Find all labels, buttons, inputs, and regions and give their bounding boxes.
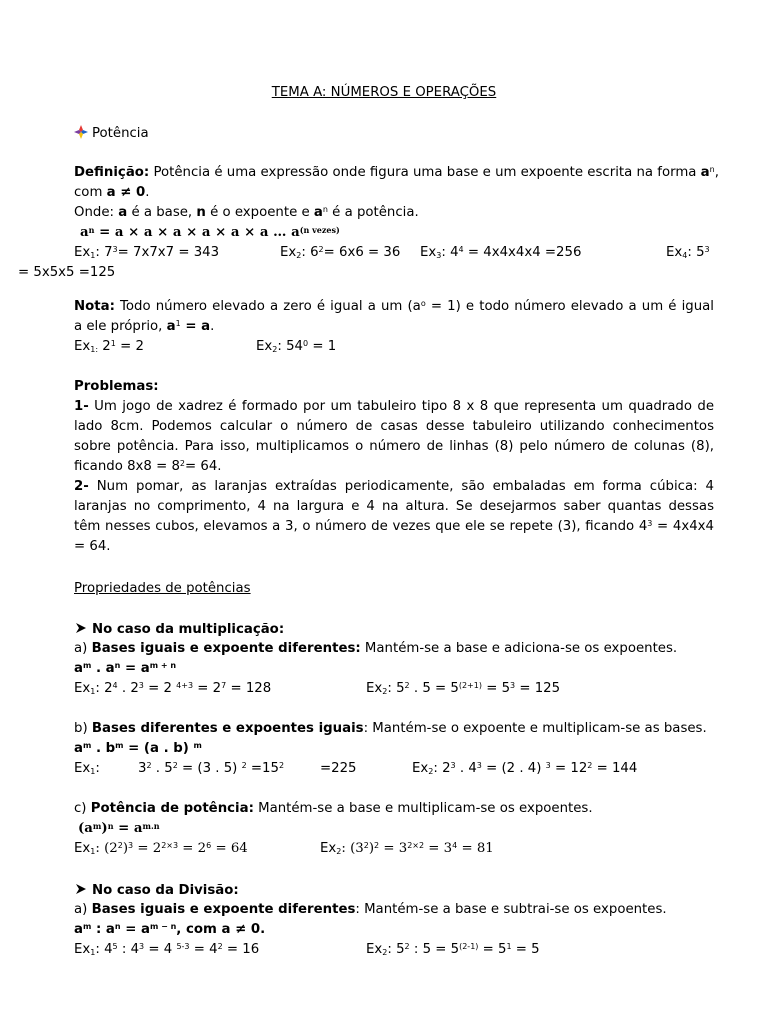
problemas-label: Problemas: (74, 379, 159, 394)
ex-exp: 1 (110, 339, 116, 348)
prop-c-text: Mantém-se a base e multiplicam-se os expoentes. (253, 801, 593, 816)
prop-d-rule (74, 920, 265, 940)
prop-a-examples (74, 679, 714, 699)
rule-exp: m − n (149, 922, 177, 931)
prop-d-text: : Mantém-se a base e subtrai-se os expoentes. (355, 902, 667, 917)
ex-exp: 4 (452, 841, 458, 850)
prop-d-prefix: a) (74, 902, 92, 917)
ex-rest: = 4x4x4x4 =256 (463, 245, 582, 260)
onde-line (74, 203, 419, 223)
prop-c-example-1 (74, 839, 248, 859)
onde-prefix: Onde: (74, 205, 119, 220)
ex-text: = (2 . 4) (481, 761, 546, 776)
ex-exp: 4 (112, 681, 118, 690)
ex-exp: (2-1) (459, 942, 479, 951)
ex-text: . 4 (455, 761, 477, 776)
prop-a-prefix: a) (74, 641, 92, 656)
rule-part: ) (101, 821, 108, 836)
rule-part: (a (78, 821, 93, 836)
onde-base: é a base, (127, 205, 197, 220)
prop-b-rule (74, 739, 202, 759)
problem-1-line-4 (74, 457, 222, 477)
problem-2-line-1 (74, 477, 714, 497)
ex-exp: 2 (117, 841, 123, 850)
prop-a-example-1 (74, 679, 271, 699)
ex-text: = 64 (211, 841, 248, 856)
ex-text: = 2 (133, 841, 162, 856)
formula-lhs: a (80, 225, 89, 240)
definicao-condition: a ≠ 0 (106, 185, 146, 200)
ex-exp: 2 (241, 761, 247, 770)
ex-sub: 1 (90, 767, 96, 776)
problem-2-line-2: laranjas no comprimento, 4 na largura e 4 na altura. Se desejarmos saber quantas dessas (74, 499, 714, 514)
ex-text: ) (122, 841, 129, 856)
ex-exp: 5-3 (176, 942, 190, 951)
prop-b-bold: Bases diferentes e expoentes iguais (91, 721, 364, 736)
potencia-heading: Potência (92, 126, 149, 141)
page-title: TEMA A: NÚMEROS E OPERAÇÕES (271, 85, 497, 100)
ex-exp: 2 (363, 841, 369, 850)
nota-line2-end: . (210, 319, 215, 334)
rule-part: . b (91, 741, 116, 756)
ex-text: : 2 (433, 761, 451, 776)
multiplicacao-heading: No caso da multiplicação: (92, 622, 285, 637)
ex-text: = 3 (424, 841, 453, 856)
prop-b-example-1-result: =225 (320, 761, 357, 776)
ex-text: 3 (138, 761, 147, 776)
ex-text: = 144 (592, 761, 638, 776)
ex-text: = 3 (379, 841, 408, 856)
prop-d-line (74, 900, 667, 920)
form-comma: , (714, 165, 719, 180)
rule-exp: m (82, 741, 92, 750)
ex-text: : (95, 761, 100, 776)
rule-part: = a (113, 821, 143, 836)
prop-c-rule (78, 819, 160, 839)
prop-a-line (74, 639, 677, 659)
problem-1-line-3: sobre potência. Para isso, multiplicamos o número de linhas (8) pelo número de colunas (8), (74, 439, 714, 454)
ex-exp: 2×3 (161, 841, 179, 850)
prop-b-example-1 (138, 759, 284, 779)
prop-c-bold: Potência de potência: (90, 801, 254, 816)
ex-rest: = 6x6 = 36 (323, 245, 401, 260)
ex-text: : 7 (95, 245, 113, 260)
ex-exp: 2×2 (407, 841, 425, 850)
onde-potencia: é a potência. (327, 205, 419, 220)
multiplicacao-heading-line (74, 619, 284, 639)
ex-text: . 5 (151, 761, 173, 776)
formula-rhs-exp: (n vezes) (299, 225, 340, 235)
ex-text: : 5 (387, 681, 405, 696)
example-1 (74, 243, 219, 263)
definicao-com: com (74, 185, 107, 200)
ex-sub: 2 (296, 251, 302, 260)
rule-exp: n (107, 821, 114, 831)
rule-part: = a (120, 661, 150, 676)
nota-text-2: = 1) e todo número elevado a um é igual (425, 299, 714, 314)
ex-text: : 4 (441, 245, 459, 260)
rule-exp: m (115, 741, 124, 750)
form-exp: n (709, 165, 715, 174)
problem-1-text: Um jogo de xadrez é formado por um tabuleiro tipo 8 x 8 que representa um quadrado de (88, 399, 714, 414)
definicao-label: Definição: (74, 165, 150, 180)
onde-an-exp: n (322, 205, 328, 214)
rule-exp: m (193, 741, 202, 750)
ex-label: Ex (420, 245, 437, 260)
ex-sub: 2 (272, 345, 278, 354)
nota-examples (74, 337, 714, 357)
prop-b-example-1-label (74, 759, 100, 779)
problem-2-line3-a: têm nesses cubos, elevamos a 3, o número de vezes que ele se repete (3), ficando 4 (74, 519, 648, 534)
prop-d-bold: Bases iguais e expoente diferentes (91, 902, 356, 917)
ex-rest: = 2 (115, 339, 144, 354)
ex-text: : 2 (95, 681, 113, 696)
ex-exp: 7 (221, 681, 227, 690)
onde-an: a (313, 205, 323, 220)
ex-text: : (3 (341, 841, 364, 856)
ex-label: Ex (320, 841, 337, 856)
ex-exp: 2 (404, 942, 410, 951)
definicao-period: . (145, 185, 150, 200)
nota-exp: o (420, 299, 426, 308)
ex-sub: 2 (382, 687, 388, 696)
nota-line-1 (74, 297, 714, 317)
ex-label: Ex (74, 681, 91, 696)
ex-text: . 2 (117, 681, 139, 696)
divisao-heading-line (74, 880, 239, 900)
problem-2-line-4: = 64. (74, 539, 111, 554)
problemas-heading (74, 377, 159, 397)
formula-rhs: = a × a × a × a × a × a … a (94, 225, 300, 240)
prop-b-text: : Mantém-se o expoente e multiplicam-se as bases. (363, 721, 707, 736)
problem-1-end-a: ficando 8x8 = 8 (74, 459, 180, 474)
ex-exp: (2+1) (458, 681, 482, 690)
divisao-heading: No caso da Divisão: (92, 883, 239, 898)
ex-text: : 5 (387, 942, 405, 957)
ex-label: Ex (366, 681, 383, 696)
ex-sub: 2 (382, 948, 388, 957)
problem-1-exp: 2 (179, 459, 186, 468)
prop-c-line (74, 799, 593, 819)
ex-text: = 81 (457, 841, 494, 856)
ex-sub: 1 (90, 687, 96, 696)
rule-exp: m (92, 821, 102, 831)
rule-part: = a (120, 922, 150, 937)
problem-2-line3-b: = 4x4x4 (652, 519, 714, 534)
nota-line2-text: a ele próprio, (74, 319, 167, 334)
ex-text: = 12 (550, 761, 588, 776)
prop-c-example-2 (320, 839, 494, 859)
definicao-text: Potência é uma expressão onde figura uma base e um expoente escrita na forma (149, 165, 701, 180)
ex-sub: 2 (428, 767, 434, 776)
ex-label: Ex (412, 761, 429, 776)
ex-exp: 2 (278, 761, 285, 770)
ex-text: = 2 (143, 681, 177, 696)
rule-part: : a (91, 922, 115, 937)
arrowhead-bullet-icon (74, 882, 88, 896)
ex-exp: 3 (139, 942, 145, 951)
prop-b-examples (74, 759, 714, 779)
problem-2-exp: 3 (647, 519, 653, 528)
rule-exp: m + n (149, 661, 177, 670)
ex-text: = 5 (481, 681, 511, 696)
nota-bold-a: a (166, 319, 176, 334)
nota-example-2 (256, 337, 336, 357)
form-base: a (700, 165, 710, 180)
rule-part: a (74, 661, 83, 676)
ex-exp: 3 (128, 841, 134, 850)
ex-exp: 3 (112, 245, 118, 254)
ex-sub: 4 (682, 251, 688, 260)
ex-text: = 5 (511, 942, 540, 957)
ex-label: Ex (666, 245, 683, 260)
ex-text: = (3 . 5) (177, 761, 242, 776)
ex-exp: 3 (476, 761, 482, 770)
four-color-diamond-icon (74, 125, 88, 139)
rule-part: a (74, 741, 83, 756)
ex-text: . 5 = 5 (409, 681, 459, 696)
ex-text: = 4 (144, 942, 177, 957)
ex-sub: 2 (336, 847, 342, 856)
example-2 (280, 243, 400, 263)
nota-bold-exp: 1 (175, 319, 181, 328)
definicao-line-2 (74, 183, 150, 203)
onde-a: a (118, 205, 128, 220)
ex-sub: 1: (90, 345, 99, 354)
ex-text: : 5 (687, 245, 705, 260)
ex-text: : 4 (95, 942, 113, 957)
ex-text: ) (368, 841, 375, 856)
prop-c-prefix: c) (74, 801, 91, 816)
ex-text: =15 (246, 761, 279, 776)
ex-label: Ex (74, 339, 91, 354)
ex-sub: 1 (90, 251, 96, 260)
rule-part: , com a ≠ 0. (176, 922, 266, 937)
ex-label: Ex (74, 841, 91, 856)
ex-label: Ex (280, 245, 297, 260)
problem-1-line-1 (74, 397, 714, 417)
ex-text: : 6 (301, 245, 319, 260)
ex-sub: 1 (90, 948, 96, 957)
definicao-line-1 (74, 163, 719, 183)
nota-text-1: Todo número elevado a zero é igual a um (a (114, 299, 421, 314)
ex-text: : 54 (277, 339, 304, 354)
problem-2-number: 2- (74, 479, 89, 494)
nota-label: Nota: (74, 299, 115, 314)
ex-exp: 2 (404, 681, 410, 690)
rule-part: = (a . b) (123, 741, 194, 756)
ex-exp: 2 (217, 942, 223, 951)
example-4 (666, 243, 710, 263)
problem-1-line-2: lado 8cm. Podemos calcular o número de casas desse tabuleiro utilizando conhecimentos (74, 419, 714, 434)
ex-text: : 4 (117, 942, 140, 957)
rule-part: . a (91, 661, 115, 676)
ex-label: Ex (74, 761, 91, 776)
prop-d-examples (74, 940, 714, 960)
prop-a-bold: Bases iguais e expoente diferentes: (91, 641, 361, 656)
prop-d-example-1 (74, 940, 259, 960)
ex-rest: = 1 (308, 339, 337, 354)
ex-exp: 4 (458, 245, 464, 254)
ex-exp: 5 (112, 942, 118, 951)
prop-a-rule (74, 659, 176, 679)
rule-exp: m (82, 922, 92, 931)
ex-text: = 16 (222, 942, 260, 957)
arrowhead-bullet-icon (74, 621, 88, 635)
prop-c-examples (74, 839, 714, 859)
ex-exp: 4+3 (176, 681, 194, 690)
ex-exp: 3 (450, 761, 456, 770)
prop-a-example-2 (366, 679, 560, 699)
ex-sub: 1 (90, 847, 96, 856)
formula-lhs-exp: n (88, 225, 95, 235)
ex-label: Ex (366, 942, 383, 957)
ex-exp: 2 (587, 761, 593, 770)
rule-exp: m (82, 661, 92, 670)
ex-exp: 2 (374, 841, 380, 850)
ex-exp: 2 (172, 761, 178, 770)
prop-a-text: Mantém-se a base e adiciona-se os expoentes. (360, 641, 678, 656)
prop-b-line (74, 719, 707, 739)
examples-line-1 (74, 243, 714, 263)
example-3 (420, 243, 581, 263)
rule-exp: n (114, 661, 121, 670)
nota-bold-rest: = a (180, 319, 211, 334)
rule-part: a (74, 922, 83, 937)
ex-exp: 3 (138, 681, 144, 690)
potencia-heading-line (74, 123, 149, 143)
ex-label: Ex (74, 942, 91, 957)
ex-exp: 2 (318, 245, 324, 254)
prop-b-example-2 (412, 759, 637, 779)
problem-2-text: Num pomar, as laranjas extraídas periodicamente, são embaladas em forma cúbica: 4 (88, 479, 714, 494)
rule-exp: n (114, 922, 121, 931)
nota-line-2 (74, 317, 214, 337)
ex-exp: 2 (146, 761, 152, 770)
ex-label: Ex (74, 245, 91, 260)
problem-2-line-3 (74, 517, 714, 537)
problem-1-number: 1- (74, 399, 89, 414)
ex-text: = 5 (478, 942, 507, 957)
ex-text: : 5 = 5 (409, 942, 460, 957)
ex-text: 2 (98, 339, 111, 354)
ex-exp: 1 (506, 942, 512, 951)
nota-example-1 (74, 337, 144, 357)
ex-exp: 3 (510, 681, 516, 690)
ex-text: = 2 (193, 681, 222, 696)
prop-d-example-2 (366, 940, 540, 960)
example-4-cont: = 5x5x5 =125 (18, 265, 116, 280)
rule-exp: m.n (142, 821, 160, 831)
ex-label: Ex (256, 339, 273, 354)
ex-sub: 3 (436, 251, 442, 260)
ex-exp: 0 (303, 339, 309, 348)
ex-text: = 128 (226, 681, 272, 696)
power-formula (80, 223, 340, 243)
ex-exp: 3 (704, 245, 710, 254)
ex-text: = 2 (178, 841, 207, 856)
ex-rest: = 7x7x7 = 343 (117, 245, 220, 260)
prop-b-prefix: b) (74, 721, 92, 736)
onde-n: n (196, 205, 206, 220)
problem-1-end-b: = 64. (185, 459, 222, 474)
onde-exp: é o expoente e (205, 205, 314, 220)
propriedades-heading: Propriedades de potências (74, 581, 251, 596)
ex-text: = 4 (189, 942, 218, 957)
ex-text: : (2 (95, 841, 118, 856)
ex-exp: 3 (545, 761, 551, 770)
ex-exp: 6 (206, 841, 212, 850)
ex-text: = 125 (515, 681, 561, 696)
